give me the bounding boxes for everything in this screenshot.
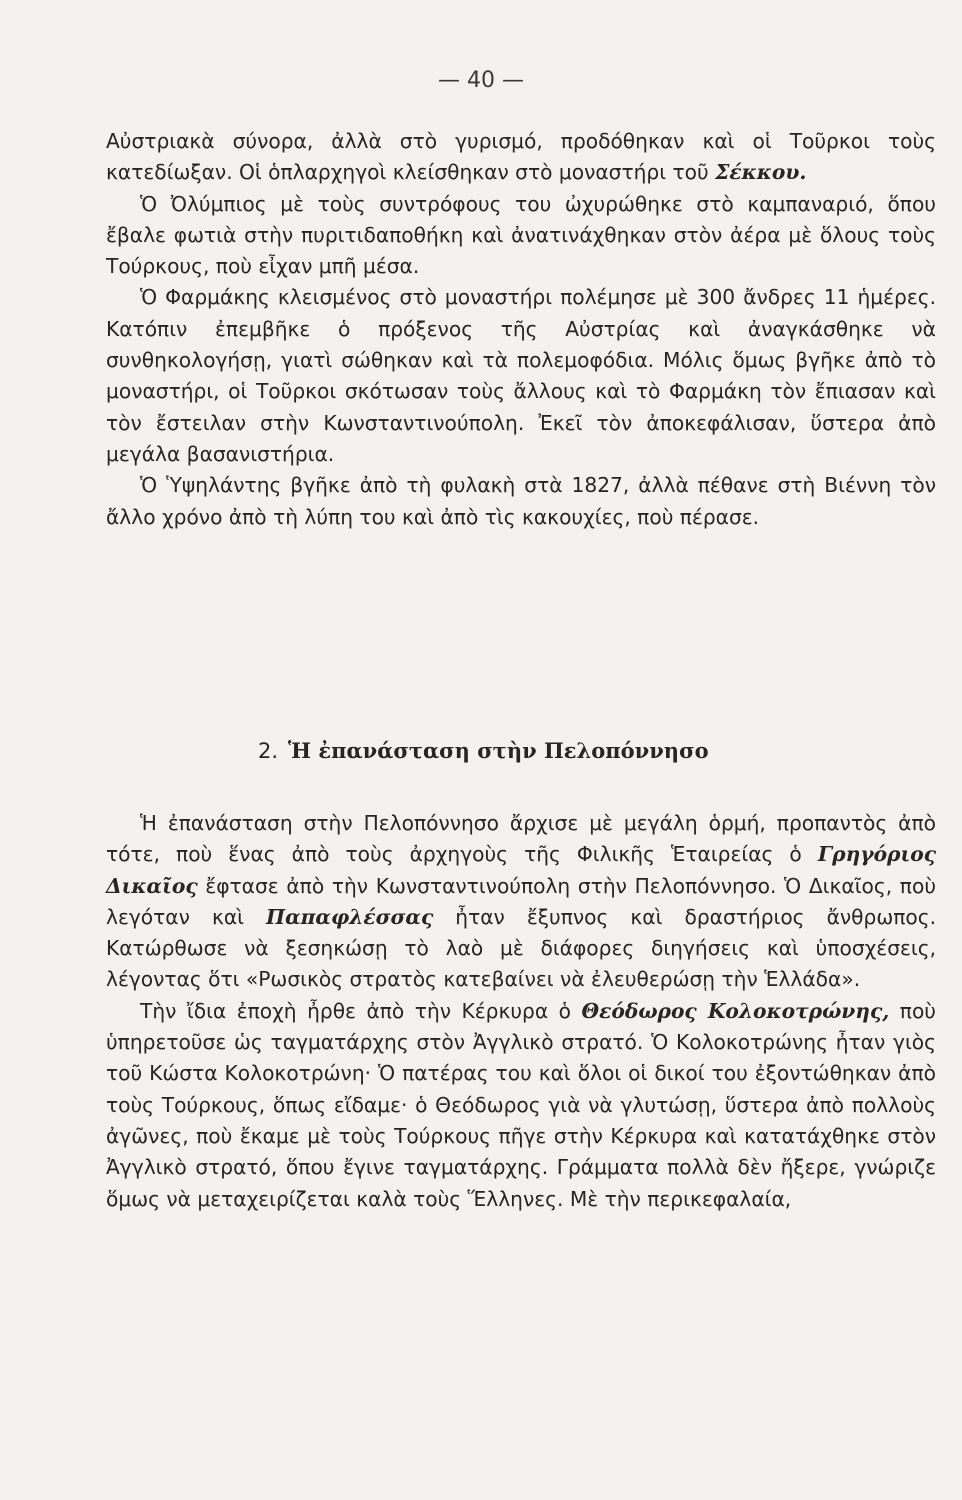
paragraph-text: ποὺ ὑπηρετοῦσε ὡς ταγματάρχης στὸν Ἀγγλικὸ στρατό. Ὁ Κολοκοτρώνης ἦταν γιὸς τοῦ Κώστα Κολοκοτρώνη· Ὁ πατέρας του καὶ ὅλοι οἱ δικοί του ἐξοντώθηκαν ἀπὸ τοὺς Τούρκους, ὅπως εἴδαμε· ὁ Θεόδωρος γιὰ νὰ γλυτώσῃ, ὕστερα ἀπὸ πολλοὺς ἀγῶνες, ποὺ ἔκαμε μὲ τοὺς Τούρκους πῆγε στὴν Κέρκυρα καὶ κατατάχθηκε στὸν Ἀγγλικὸ στρατό, ὅπου ἔγινε ταγματάρχης. Γράμματα πολλὰ δὲν ἤξερε, γνώριζε ὅμως νὰ μεταχειρίζεται καλὰ τοὺς Ἕλληνες. Μὲ τὴν περικεφαλαία, [106,998,936,1211]
paragraph [106,996,936,1215]
paragraph [106,808,936,996]
section-2-text [106,808,936,1215]
section-1-text [106,126,936,533]
page-number: — 40 — [438,68,524,93]
paragraph: Ὁ Φαρμάκης κλεισμένος στὸ μοναστήρι πολέμησε μὲ 300 ἄνδρες 11 ἡμέρες. Κατόπιν ἐπεμβῆκε ὁ πρόξενος τῆς Αὐστρίας καὶ ἀναγκάσθηκε νὰ συνθηκολογήσῃ, γιατὶ σώθηκαν καὶ τὰ πολεμοφόδια. Μόλις ὅμως βγῆκε ἀπὸ τὸ μοναστήρι, οἱ Τοῦρκοι σκότωσαν τοὺς ἄλλους καὶ τὸ Φαρμάκη τὸν ἔπιασαν καὶ τὸν ἔστειλαν στὴν Κωνσταντινούπολη. Ἐκεῖ τὸν ἀποκεφάλισαν, ὕστερα ἀπὸ μεγάλα βασανιστήρια. [106,285,936,466]
section-title: Ἡ ἐπανάσταση στὴν Πελοπόννησο [288,738,709,763]
paragraph-text: Ἡ ἐπανάσταση στὴν Πελοπόννησο ἄρχισε μὲ μεγάλη ὁρμή, προπαντὸς ἀπὸ τότε, ποὺ ἕνας ἀπὸ τοὺς ἀρχηγοὺς τῆς Φιλικῆς Ἑταιρείας ὁ [106,811,936,867]
paragraph: Ὁ Ὀλύμπιος μὲ τοὺς συντρόφους του ὠχυρώθηκε στὸ καμπαναριό, ὅπου ἔβαλε φωτιὰ στὴν πυριτιδαποθήκη καὶ ἀνατινάχθηκαν στὸν ἀέρα μὲ ὅλους τοὺς Τούρκους, ποὺ εἶχαν μπῆ μέσα. [106,191,936,279]
paragraph-text: Τὴν ἴδια ἐποχὴ ἦρθε ἀπὸ τὴν Κέρκυρα ὁ [140,998,582,1023]
paragraph [106,126,936,189]
paragraph: Ὁ Ὑψηλάντης βγῆκε ἀπὸ τὴ φυλακὴ στὰ 1827, ἀλλὰ πέθανε στὴ Βιέννη τὸν ἄλλο χρόνο ἀπὸ τὴ λύπη του καὶ ἀπὸ τὶς κακουχίες, ποὺ πέρασε. [106,473,936,529]
person-name: Γρηγόριος Δικαῖος [106,842,936,898]
paragraph-text: ἦταν ἔξυπνος καὶ δραστήριος ἄνθρωπος. Κατώρθωσε νὰ ξεσηκώσῃ τὸ λαὸ μὲ διάφορες διηγήσεις καὶ ὑποσχέσεις, λέγοντας ὅτι «Ρωσικὸς στρατὸς κατεβαίνει νὰ ἐλευθερώσῃ τὴν Ἑλλάδα». [106,904,937,992]
paragraph-text: Αὐστριακὰ σύνορα, ἀλλὰ στὸ γυρισμό, προδόθηκαν καὶ οἱ Τοῦρκοι τοὺς κατεδίωξαν. Οἱ ὁπλαρχηγοὶ κλείσθηκαν στὸ μοναστήρι τοῦ [106,129,936,185]
person-name: Θεόδωρος Κολοκοτρώνης, [581,998,890,1023]
paragraph-text: ἔφτασε ἀπὸ τὴν Κωνσταντινούπολη στὴν Πελοπόννησο. Ὁ Δικαῖος, ποὺ λεγόταν καὶ [106,873,936,929]
section-heading [258,738,709,763]
section-number: 2. [258,739,279,763]
place-name: Σέκκου. [715,160,807,185]
person-name: Παπαφλέσσας [266,904,434,929]
